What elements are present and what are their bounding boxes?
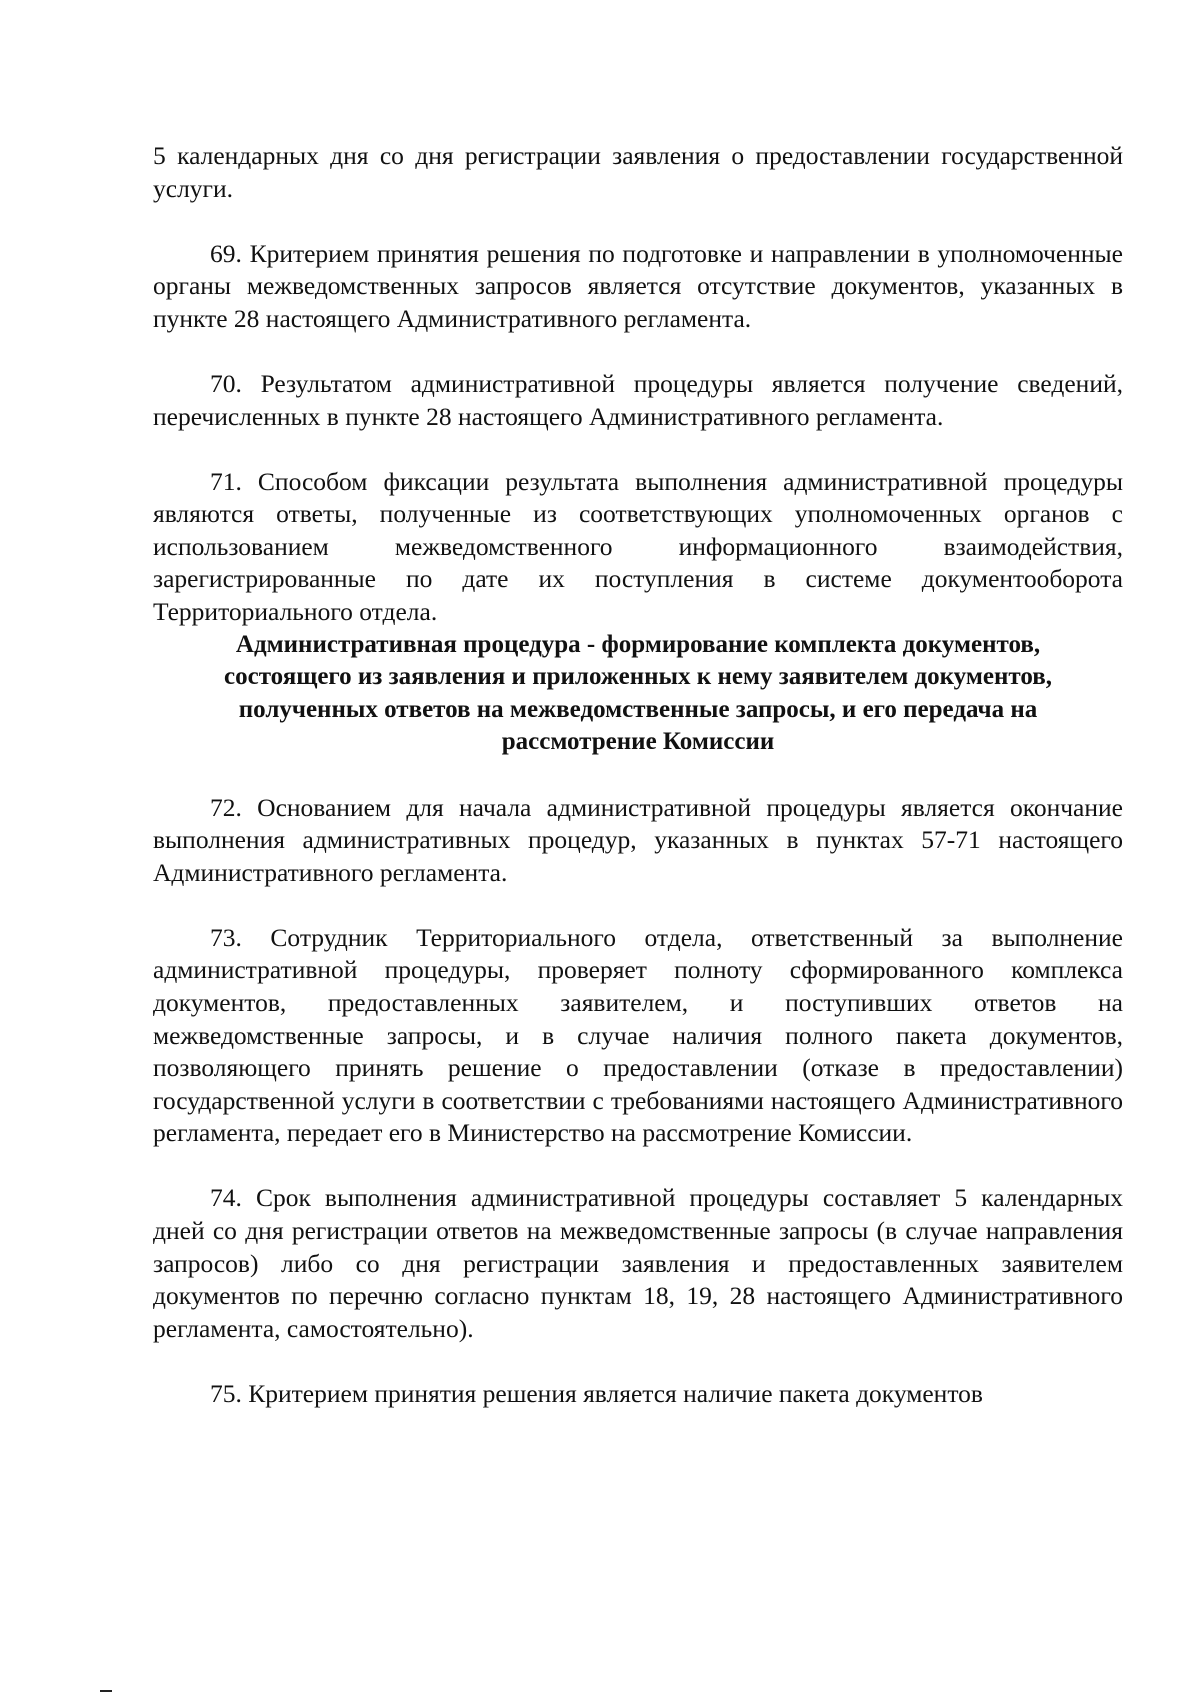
paragraph-continuation: 5 календарных дня со дня регистрации заявления о предоставлении государственной услуги. bbox=[153, 141, 1123, 203]
paragraph-69: 69. Критерием принятия решения по подготовке и направлении в уполномоченные органы межведомственных запросов является отсутствие документов, указанных в пункте 28 настоящего Административного регламента. bbox=[153, 238, 1123, 333]
paragraph-71: 71. Способом фиксации результата выполнения административной процедуры являются ответы, полученные из соответствующих уполномоченных органов с использованием межведомственного информационного взаимодействия, зарегистрированные по дате их поступления в системе документооборота Территориального отдела. bbox=[153, 466, 1123, 627]
section-heading: Административная процедура - формирование комплекта документов, состоящего из заявления и приложенных к нему заявителем документов, полученных ответов на межведомственные запросы, и его передача на рассмотрение Комиссии bbox=[224, 630, 1052, 756]
paragraph-72: 72. Основанием для начала административной процедуры является окончание выполнения административных процедур, указанных в пунктах 57-71 настоящего Административного регламента. bbox=[153, 792, 1123, 887]
document-body bbox=[153, 140, 1123, 1411]
paragraph-70: 70. Результатом административной процедуры является получение сведений, перечисленных в пункте 28 настоящего Административного регламента. bbox=[153, 368, 1123, 431]
scan-artifact-mark bbox=[100, 1690, 112, 1692]
paragraph-75: 75. Критерием принятия решения является наличие пакета документов bbox=[210, 1378, 983, 1408]
paragraph-74: 74. Срок выполнения административной процедуры составляет 5 календарных дней со дня регистрации ответов на межведомственные запросы (в случае направления запросов) либо со дня регистрации заявления и предоставленных заявителем документов по перечню согласно пунктам 18, 19, 28 настоящего Административного регламента, самостоятельно). bbox=[153, 1183, 1123, 1343]
paragraph-73: 73. Сотрудник Территориального отдела, ответственный за выполнение административной процедуры, проверяет полноту сформированного комплекса документов, предоставленных заявителем, и поступивших ответов на межведомственные запросы, и в случае наличия полного пакета документов, позволяющего принять решение о предоставлении (отказе в предоставлении) государственной услуги в соответствии с требованиями настоящего Административного регламента, передает его в Министерство на рассмотрение Комиссии. bbox=[153, 922, 1123, 1148]
